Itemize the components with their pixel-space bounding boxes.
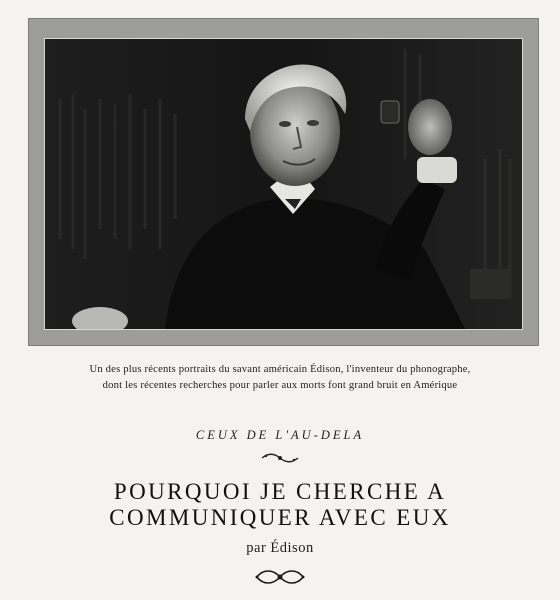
caption-line-2: dont les récentes recherches pour parler aux morts font grand bruit en Amérique — [102, 380, 458, 391]
ornament-flourish-icon — [260, 452, 300, 464]
title-line-1: POURQUOI JE CHERCHE A — [113, 479, 447, 504]
ornament-scroll-icon — [253, 569, 307, 585]
title-line-2: COMMUNIQUER AVEC EUX — [109, 505, 451, 530]
article-byline: par Édison — [246, 540, 314, 556]
photo-caption — [0, 362, 560, 394]
article-title — [0, 479, 560, 531]
photo-frame — [28, 18, 539, 346]
ornament-bottom — [0, 569, 560, 590]
portrait-photo — [44, 38, 523, 330]
portrait-illustration — [45, 39, 522, 329]
section-kicker: CEUX DE L'AU-DELA — [195, 428, 365, 442]
ornament-top — [0, 451, 560, 469]
caption-line-1: Un des plus récents portraits du savant américain Édison, l'inventeur du phonographe, — [89, 364, 471, 375]
